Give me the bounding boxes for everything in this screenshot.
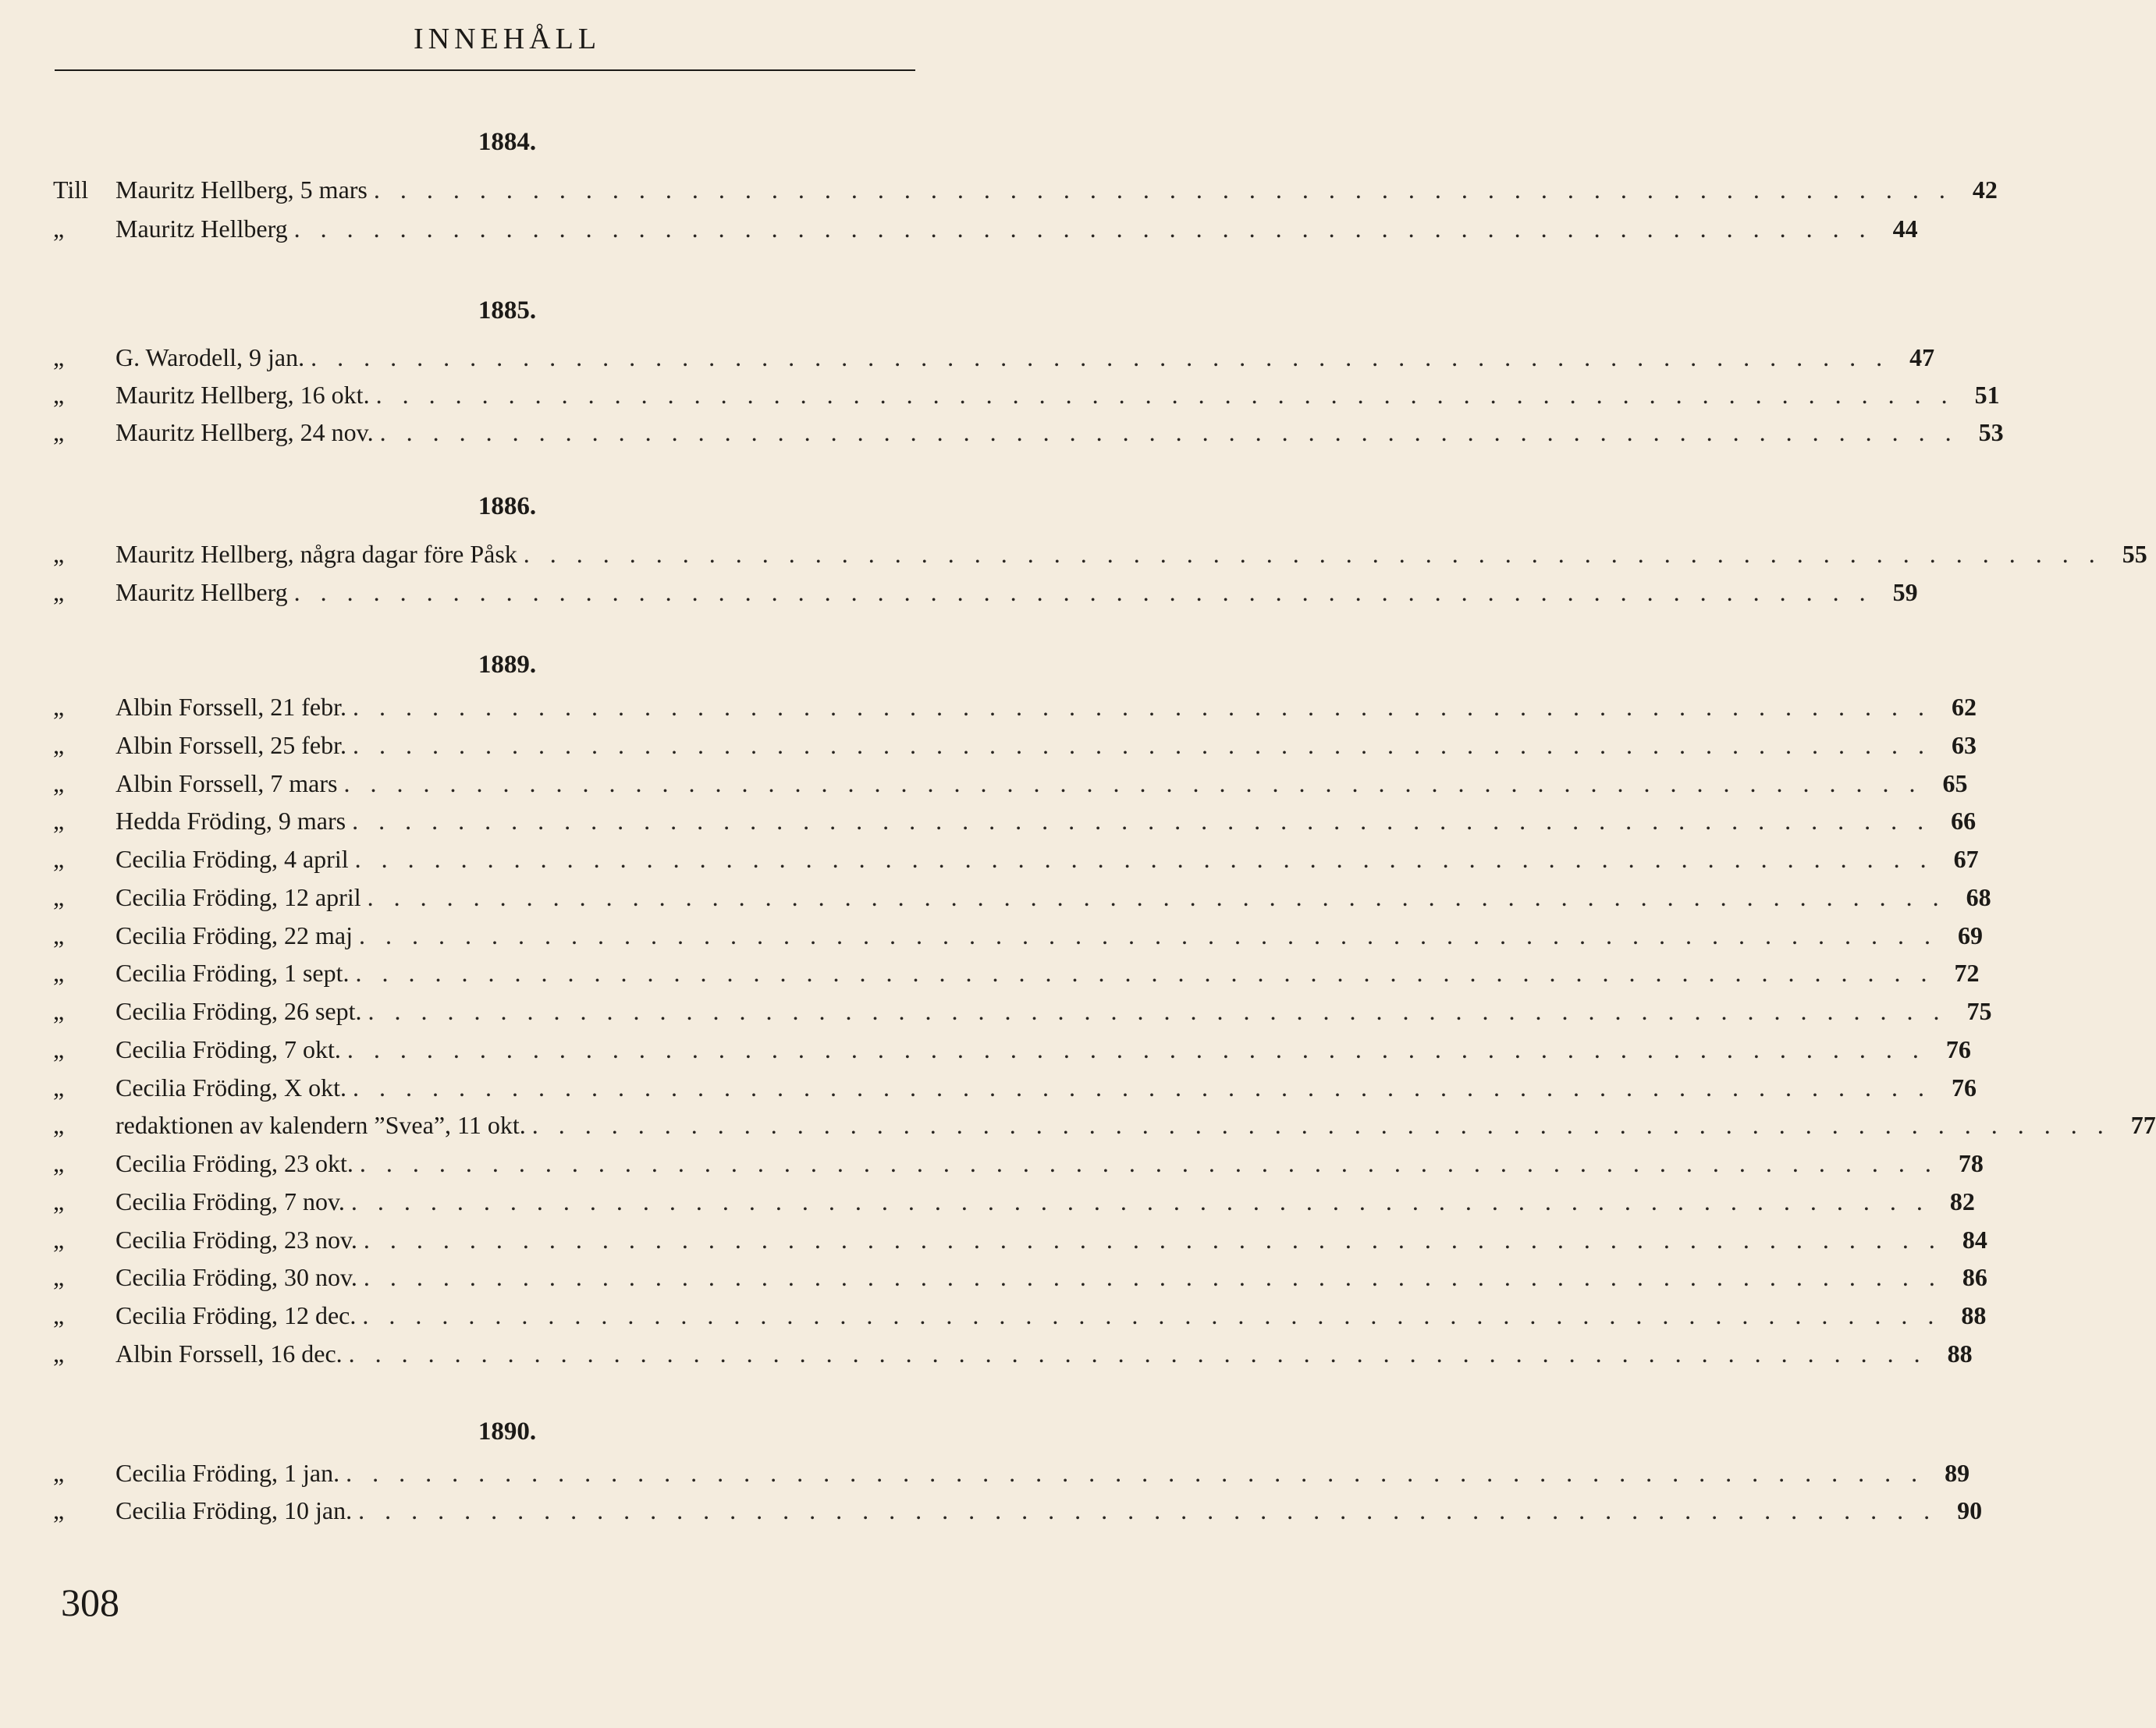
entry-title: Hedda Fröding, 9 mars (115, 807, 346, 835)
entry-page-number: 59 (1892, 578, 1918, 606)
entry-prefix: „ (53, 578, 65, 606)
entry-page-number: 75 (1966, 997, 1992, 1025)
entry-title: redaktionen av kalendern ”Svea”, 11 okt. (115, 1111, 526, 1139)
dot-leader: . . . . . . . . . . . . . . . . . . . . . . . . . . . . . . . . . . . . . . . . . . . . . . . . . . . . . . . . . . . . (379, 418, 1959, 446)
entry-title: Mauritz Hellberg, 16 okt. (115, 381, 370, 409)
toc-entry[interactable] (53, 995, 1992, 1027)
toc-entry[interactable] (53, 882, 1991, 913)
dot-leader: . . . . . . . . . . . . . . . . . . . . . . . . . . . . . . . . . . . . . . . . . . . . . . . . . . . . . . . . . . . . (358, 921, 1938, 949)
dot-leader: . . . . . . . . . . . . . . . . . . . . . . . . . . . . . . . . . . . . . . . . . . . . . . . . . . . . . . . . . . . . (531, 1111, 2111, 1139)
entry-page-number: 84 (1962, 1226, 1987, 1254)
entry-page-number: 47 (1909, 343, 1935, 371)
dot-leader: . . . . . . . . . . . . . . . . . . . . . . . . . . . . . . . . . . . . . . . . . . . . . . . . . . . . . . . . . . . . (346, 1035, 1926, 1063)
page-header: INNEHÅLL (413, 23, 602, 55)
dot-leader: . . . . . . . . . . . . . . . . . . . . . . . . . . . . . . . . . . . . . . . . . . . . . . . . . . . . . . . . . . . . (348, 1339, 1927, 1368)
entry-title: Albin Forssell, 7 mars (115, 769, 338, 797)
toc-entry[interactable] (53, 538, 2147, 569)
entry-page-number: 62 (1951, 693, 1977, 721)
toc-entry[interactable] (53, 957, 1980, 988)
section-year: 1886. (478, 492, 537, 520)
dot-leader: . . . . . . . . . . . . . . . . . . . . . . . . . . . . . . . . . . . . . . . . . . . . . . . . . . . . . . . . . . . . (355, 959, 1934, 987)
toc-entry[interactable] (53, 1495, 1983, 1526)
entry-page-number: 67 (1953, 845, 1979, 873)
toc-entry[interactable] (53, 691, 1977, 722)
entry-prefix: „ (53, 215, 65, 243)
entry-page-number: 78 (1958, 1149, 1984, 1177)
toc-entry[interactable] (53, 920, 1983, 951)
entry-prefix: „ (53, 1073, 65, 1102)
entry-page-number: 72 (1954, 959, 1980, 987)
entry-prefix: „ (53, 883, 65, 911)
dot-leader: . . . . . . . . . . . . . . . . . . . . . . . . . . . . . . . . . . . . . . . . . . . . . . . . . . . . . . . . . . . . (523, 540, 2102, 568)
dot-leader: . . . . . . . . . . . . . . . . . . . . . . . . . . . . . . . . . . . . . . . . . . . . . . . . . . . . . . . . . . . . (373, 176, 1952, 204)
dot-leader: . . . . . . . . . . . . . . . . . . . . . . . . . . . . . . . . . . . . . . . . . . . . . . . . . . . . . . . . . . . . (352, 807, 1931, 835)
entry-page-number: 82 (1949, 1187, 1975, 1215)
page-number: 308 (61, 1581, 119, 1624)
dot-leader: . . . . . . . . . . . . . . . . . . . . . . . . . . . . . . . . . . . . . . . . . . . . . . . . . . . . . . . . . . . . (363, 1226, 1942, 1254)
entry-title: Cecilia Fröding, X okt. (115, 1073, 346, 1102)
entry-page-number: 86 (1962, 1263, 1987, 1291)
entry-page-number: 90 (1957, 1496, 1983, 1524)
entry-title: Cecilia Fröding, 1 sept. (115, 959, 350, 987)
dot-leader: . . . . . . . . . . . . . . . . . . . . . . . . . . . . . . . . . . . . . . . . . . . . . . . . . . . . . . . . . . . . (293, 578, 1873, 606)
entry-title: Mauritz Hellberg (115, 578, 288, 606)
entry-title: Albin Forssell, 16 dec. (115, 1339, 343, 1368)
toc-entry[interactable] (53, 342, 1935, 373)
dot-leader: . . . . . . . . . . . . . . . . . . . . . . . . . . . . . . . . . . . . . . . . . . . . . . . . . . . . . . . . . . . . (367, 883, 1946, 911)
entry-prefix: „ (53, 1035, 65, 1063)
dot-leader: . . . . . . . . . . . . . . . . . . . . . . . . . . . . . . . . . . . . . . . . . . . . . . . . . . . . . . . . . . . . (343, 769, 1923, 797)
entry-title: Mauritz Hellberg (115, 215, 288, 243)
dot-leader: . . . . . . . . . . . . . . . . . . . . . . . . . . . . . . . . . . . . . . . . . . . . . . . . . . . . . . . . . . . . (354, 845, 1934, 873)
entry-title: Cecilia Fröding, 4 april (115, 845, 349, 873)
entry-prefix: „ (53, 540, 65, 568)
entry-prefix: „ (53, 381, 65, 409)
toc-entry[interactable] (53, 1300, 1987, 1331)
entry-title: Cecilia Fröding, 12 dec. (115, 1301, 357, 1329)
section-year: 1885. (478, 296, 537, 325)
dot-leader: . . . . . . . . . . . . . . . . . . . . . . . . . . . . . . . . . . . . . . . . . . . . . . . . . . . . . . . . . . . . (352, 731, 1931, 759)
entry-title: Cecilia Fröding, 7 nov. (115, 1187, 345, 1215)
entry-title: Cecilia Fröding, 23 nov. (115, 1226, 357, 1254)
entry-page-number: 55 (2122, 540, 2147, 568)
entry-page-number: 66 (1951, 807, 1977, 835)
entry-title: Cecilia Fröding, 26 sept. (115, 997, 362, 1025)
entry-title: Cecilia Fröding, 7 okt. (115, 1035, 341, 1063)
entry-prefix: „ (53, 731, 65, 759)
entry-prefix: „ (53, 693, 65, 721)
entry-page-number: 88 (1961, 1301, 1987, 1329)
entry-prefix: „ (53, 418, 65, 446)
entry-title: Cecilia Fröding, 12 april (115, 883, 361, 911)
toc-entry[interactable] (53, 1457, 1970, 1488)
toc-entry[interactable] (53, 174, 1998, 205)
entry-page-number: 89 (1945, 1459, 1970, 1487)
dot-leader: . . . . . . . . . . . . . . . . . . . . . . . . . . . . . . . . . . . . . . . . . . . . . . . . . . . . . . . . . . . . (363, 1263, 1942, 1291)
toc-entry[interactable] (53, 213, 1918, 244)
entry-prefix: „ (53, 1263, 65, 1291)
toc-entry[interactable] (53, 1072, 1977, 1103)
toc-entry[interactable] (53, 577, 1918, 608)
section-year: 1889. (478, 651, 537, 679)
entry-prefix: „ (53, 1226, 65, 1254)
entry-prefix: „ (53, 769, 65, 797)
dot-leader: . . . . . . . . . . . . . . . . . . . . . . . . . . . . . . . . . . . . . . . . . . . . . . . . . . . . . . . . . . . . (368, 997, 1947, 1025)
entry-prefix: „ (53, 343, 65, 371)
entry-prefix: „ (53, 1149, 65, 1177)
dot-leader: . . . . . . . . . . . . . . . . . . . . . . . . . . . . . . . . . . . . . . . . . . . . . . . . . . . . . . . . . . . . (352, 693, 1931, 721)
entry-title: Cecilia Fröding, 22 maj (115, 921, 353, 949)
entry-page-number: 44 (1892, 215, 1918, 243)
toc-entry[interactable] (53, 768, 1968, 799)
entry-page-number: 77 (2130, 1111, 2156, 1139)
entry-title: Cecilia Fröding, 10 jan. (115, 1496, 353, 1524)
toc-entry[interactable] (53, 1261, 1987, 1293)
entry-prefix: Till (53, 176, 89, 204)
entry-page-number: 68 (1966, 883, 1991, 911)
toc-entry[interactable] (53, 1186, 1975, 1217)
section-year: 1890. (478, 1418, 537, 1446)
entry-prefix: „ (53, 1111, 65, 1139)
entry-page-number: 65 (1942, 769, 1968, 797)
entry-title: Cecilia Fröding, 30 nov. (115, 1263, 357, 1291)
dot-leader: . . . . . . . . . . . . . . . . . . . . . . . . . . . . . . . . . . . . . . . . . . . . . . . . . . . . . . . . . . . . (346, 1459, 1925, 1487)
dot-leader: . . . . . . . . . . . . . . . . . . . . . . . . . . . . . . . . . . . . . . . . . . . . . . . . . . . . . . . . . . . . (359, 1149, 1938, 1177)
entry-page-number: 63 (1951, 731, 1977, 759)
toc-entry[interactable] (53, 417, 2004, 448)
dot-leader: . . . . . . . . . . . . . . . . . . . . . . . . . . . . . . . . . . . . . . . . . . . . . . . . . . . . . . . . . . . . (358, 1496, 1938, 1524)
toc-entry[interactable] (53, 1224, 1987, 1255)
entry-page-number: 76 (1945, 1035, 1971, 1063)
entry-title: Mauritz Hellberg, 24 nov. (115, 418, 374, 446)
entry-title: Cecilia Fröding, 1 jan. (115, 1459, 340, 1487)
dot-leader: . . . . . . . . . . . . . . . . . . . . . . . . . . . . . . . . . . . . . . . . . . . . . . . . . . . . . . . . . . . . (311, 343, 1890, 371)
entry-prefix: „ (53, 959, 65, 987)
toc-entry[interactable] (53, 729, 1977, 761)
entry-title: Albin Forssell, 21 febr. (115, 693, 346, 721)
entry-page-number: 42 (1972, 176, 1998, 204)
toc-entry[interactable] (53, 1109, 2156, 1141)
entry-prefix: „ (53, 1496, 65, 1524)
section-year: 1884. (478, 128, 537, 156)
entry-prefix: „ (53, 1339, 65, 1368)
toc-entry[interactable] (53, 1034, 1971, 1065)
toc-entry[interactable] (53, 843, 1979, 875)
entry-prefix: „ (53, 1301, 65, 1329)
entry-prefix: „ (53, 1187, 65, 1215)
entry-page-number: 76 (1951, 1073, 1977, 1102)
entry-title: Mauritz Hellberg, några dagar före Påsk (115, 540, 517, 568)
dot-leader: . . . . . . . . . . . . . . . . . . . . . . . . . . . . . . . . . . . . . . . . . . . . . . . . . . . . . . . . . . . . (375, 381, 1955, 409)
entry-title: Cecilia Fröding, 23 okt. (115, 1149, 353, 1177)
toc-entry[interactable] (53, 805, 1977, 836)
entry-page-number: 69 (1957, 921, 1983, 949)
dot-leader: . . . . . . . . . . . . . . . . . . . . . . . . . . . . . . . . . . . . . . . . . . . . . . . . . . . . . . . . . . . . (352, 1073, 1931, 1102)
toc-entry[interactable] (53, 379, 2000, 410)
entry-title: G. Warodell, 9 jan. (115, 343, 305, 371)
entry-prefix: „ (53, 1459, 65, 1487)
entry-page-number: 88 (1947, 1339, 1973, 1368)
entry-title: Mauritz Hellberg, 5 mars (115, 176, 368, 204)
dot-leader: . . . . . . . . . . . . . . . . . . . . . . . . . . . . . . . . . . . . . . . . . . . . . . . . . . . . . . . . . . . . (350, 1187, 1930, 1215)
toc-entry[interactable] (53, 1338, 1973, 1369)
entry-prefix: „ (53, 921, 65, 949)
dot-leader: . . . . . . . . . . . . . . . . . . . . . . . . . . . . . . . . . . . . . . . . . . . . . . . . . . . . . . . . . . . . (362, 1301, 1941, 1329)
entry-prefix: „ (53, 845, 65, 873)
entry-page-number: 53 (1978, 418, 2004, 446)
entry-prefix: „ (53, 997, 65, 1025)
entry-title: Albin Forssell, 25 febr. (115, 731, 346, 759)
entry-prefix: „ (53, 807, 65, 835)
dot-leader: . . . . . . . . . . . . . . . . . . . . . . . . . . . . . . . . . . . . . . . . . . . . . . . . . . . . . . . . . . . . (293, 215, 1873, 243)
entry-page-number: 51 (1974, 381, 2000, 409)
toc-entry[interactable] (53, 1148, 1984, 1179)
